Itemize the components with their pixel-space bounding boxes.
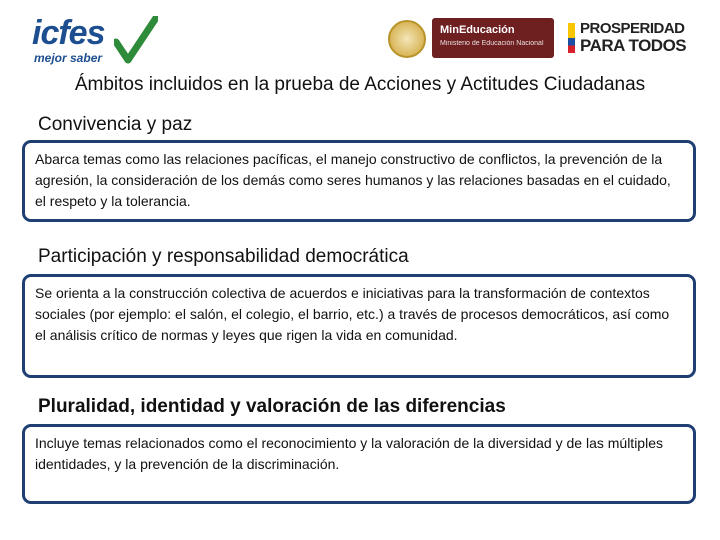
prosperity-line-1: PROSPERIDAD (580, 20, 685, 37)
ministry-banner (432, 18, 554, 58)
section-heading-convivencia: Convivencia y paz (38, 114, 193, 135)
prosperity-line-2: PARA TODOS (580, 36, 687, 55)
national-seal-icon (388, 20, 426, 58)
ministry-subtitle: Ministerio de Educación Nacional (440, 40, 544, 47)
page-title: Ámbitos incluidos en la prueba de Acciones y Actitudes Ciudadanas (74, 74, 646, 95)
section-box-convivencia (22, 140, 696, 222)
section-heading-participacion: Participación y responsabilidad democrática (38, 246, 409, 267)
ministry-logo (388, 18, 554, 58)
section-body-pluralidad: Incluye temas relacionados como el reconocimiento y la valoración de la diversidad y de las múltiples identidades, y la prevención de la discriminación. (35, 435, 663, 472)
section-box-participacion (22, 274, 696, 378)
icfes-logo-name: icfes (32, 14, 105, 52)
icfes-logo-tagline: mejor saber (34, 51, 103, 65)
section-body-participacion: Se orienta a la construcción colectiva de acuerdos e iniciativas para la transformación de contextos sociales (por ejemplo: el salón, el colegio, el barrio, etc.) a través de procesos democráticos, así como el análisis crítico de normas y leyes que rigen la vida en comunidad. (35, 285, 670, 343)
check-icon (114, 16, 158, 64)
ministry-name: MinEducación (440, 24, 515, 36)
section-heading-pluralidad: Pluralidad, identidad y valoración de las diferencias (38, 396, 506, 417)
icfes-logo (30, 14, 160, 66)
flag-bar-icon (568, 23, 575, 53)
section-body-convivencia: Abarca temas como las relaciones pacíficas, el manejo constructivo de conflictos, la prevención de la agresión, la consideración de los demás como seres humanos y las relaciones basadas en el cuidado, el respeto y la tolerancia. (35, 151, 671, 209)
section-box-pluralidad (22, 424, 696, 504)
prosperity-logo (568, 20, 694, 58)
